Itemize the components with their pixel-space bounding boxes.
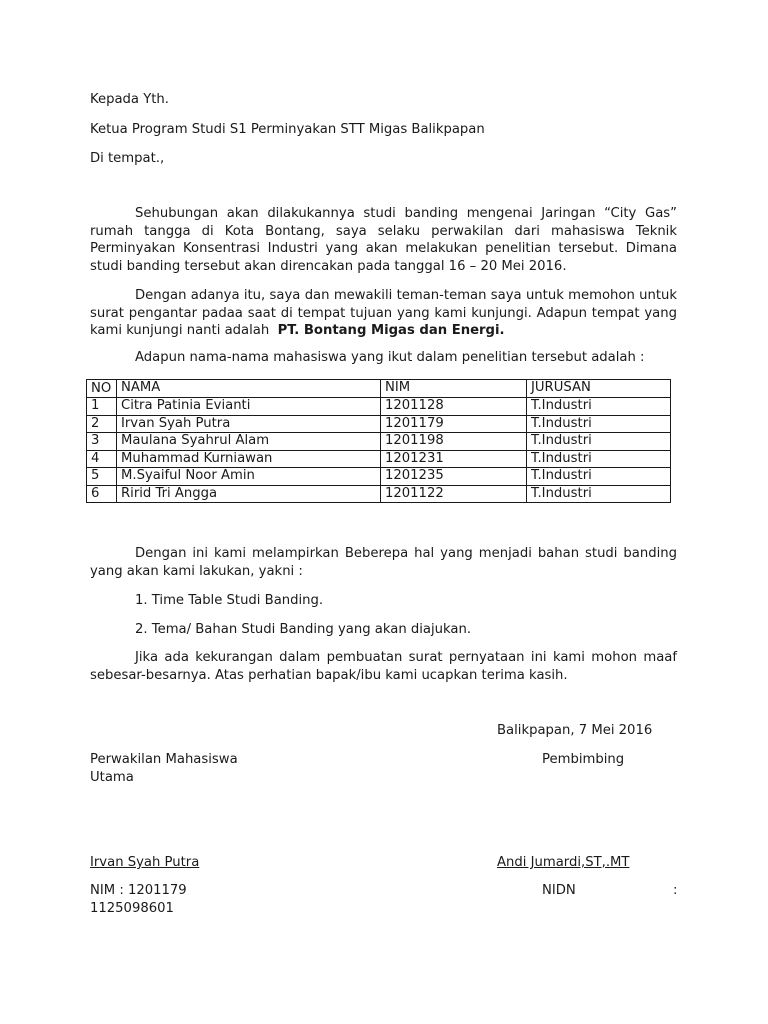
right-signatory-id-label: NIDN — [542, 883, 576, 898]
cell-no: 4 — [87, 450, 117, 468]
cell-nim: 1201235 — [381, 468, 527, 486]
paragraph-4 — [90, 545, 677, 580]
table-row — [87, 398, 671, 416]
table-row — [87, 433, 671, 451]
table-row — [87, 415, 671, 433]
attachment-item-2: 2. Tema/ Bahan Studi Banding yang akan diajukan. — [135, 622, 472, 637]
paragraph-2 — [90, 287, 677, 340]
cell-no: 3 — [87, 433, 117, 451]
cell-jurusan: T.Industri — [527, 398, 671, 416]
header-jurusan: JURUSAN — [527, 380, 671, 398]
table-row — [87, 450, 671, 468]
attachment-item-1: 1. Time Table Studi Banding. — [135, 593, 324, 608]
recipient-line-1: Kepada Yth. — [90, 92, 169, 107]
recipient-line-2: Ketua Program Studi S1 Perminyakan STT Migas Balikpapan — [90, 122, 485, 137]
paragraph-1-text: Sehubungan akan dilakukannya studi banding mengenai Jaringan “City Gas” rumah tangga di Kota Bontang, saya selaku perwakilan dari mahasiswa Teknik Perminyakan Konsentrasi Industri yang akan melakukan penelitian tersebut. Dimana studi banding tersebut akan direncakan pada tanggal 16 – 20 Mei 2016. — [90, 206, 677, 274]
table-row — [87, 468, 671, 486]
cell-name: Maulana Syahrul Alam — [117, 433, 381, 451]
cell-nim: 1201198 — [381, 433, 527, 451]
table-row — [87, 485, 671, 503]
cell-jurusan: T.Industri — [527, 450, 671, 468]
paragraph-4-text: Dengan ini kami melampirkan Beberepa hal yang menjadi bahan studi banding yang akan kami lakukan, yakni : — [90, 546, 677, 579]
cell-no: 6 — [87, 485, 117, 503]
left-signatory-name: Irvan Syah Putra — [90, 855, 200, 870]
cell-name: Irvan Syah Putra — [117, 415, 381, 433]
cell-nim: 1201179 — [381, 415, 527, 433]
header-name: NAMA — [117, 380, 381, 398]
cell-no: 2 — [87, 415, 117, 433]
cell-nim: 1201128 — [381, 398, 527, 416]
left-signatory-role-line-2: Utama — [90, 770, 134, 785]
cell-jurusan: T.Industri — [527, 485, 671, 503]
cell-name: Muhammad Kurniawan — [117, 450, 381, 468]
right-signatory-id-colon: : — [673, 883, 678, 898]
cell-name: M.Syaiful Noor Amin — [117, 468, 381, 486]
paragraph-2-text: Dengan adanya itu, saya dan mewakili teman-teman saya untuk memohon untuk surat pengantar padaa saat di tempat tujuan yang kami kunjungi. Adapun tempat yang kami kunjungi nanti adalah — [90, 288, 677, 338]
table-header-row — [87, 380, 671, 398]
paragraph-3: Adapun nama-nama mahasiswa yang ikut dalam penelitian tersebut adalah : — [135, 350, 645, 365]
right-signatory-id-value: 1125098601 — [90, 901, 174, 916]
cell-jurusan: T.Industri — [527, 468, 671, 486]
destination-company: PT. Bontang Migas dan Energi. — [277, 323, 505, 338]
cell-jurusan: T.Industri — [527, 415, 671, 433]
cell-nim: 1201122 — [381, 485, 527, 503]
paragraph-5 — [90, 649, 677, 684]
cell-name: Citra Patinia Evianti — [117, 398, 381, 416]
header-no: NO — [87, 380, 117, 398]
cell-nim: 1201231 — [381, 450, 527, 468]
right-signatory-name: Andi Jumardi,ST,.MT — [497, 855, 630, 870]
paragraph-1 — [90, 205, 677, 275]
place-date: Balikpapan, 7 Mei 2016 — [497, 723, 653, 738]
cell-jurusan: T.Industri — [527, 433, 671, 451]
header-nim: NIM — [381, 380, 527, 398]
cell-name: Ririd Tri Angga — [117, 485, 381, 503]
right-signatory-role: Pembimbing — [542, 752, 625, 767]
cell-no: 5 — [87, 468, 117, 486]
paragraph-5-text: Jika ada kekurangan dalam pembuatan surat pernyataan ini kami mohon maaf sebesar-besarnya. Atas perhatian bapak/ibu kami ucapkan terima kasih. — [90, 650, 677, 683]
left-signatory-id: NIM : 1201179 — [90, 883, 187, 898]
student-table — [86, 379, 671, 503]
cell-no: 1 — [87, 398, 117, 416]
recipient-line-3: Di tempat., — [90, 151, 165, 166]
left-signatory-role: Perwakilan Mahasiswa — [90, 752, 238, 767]
